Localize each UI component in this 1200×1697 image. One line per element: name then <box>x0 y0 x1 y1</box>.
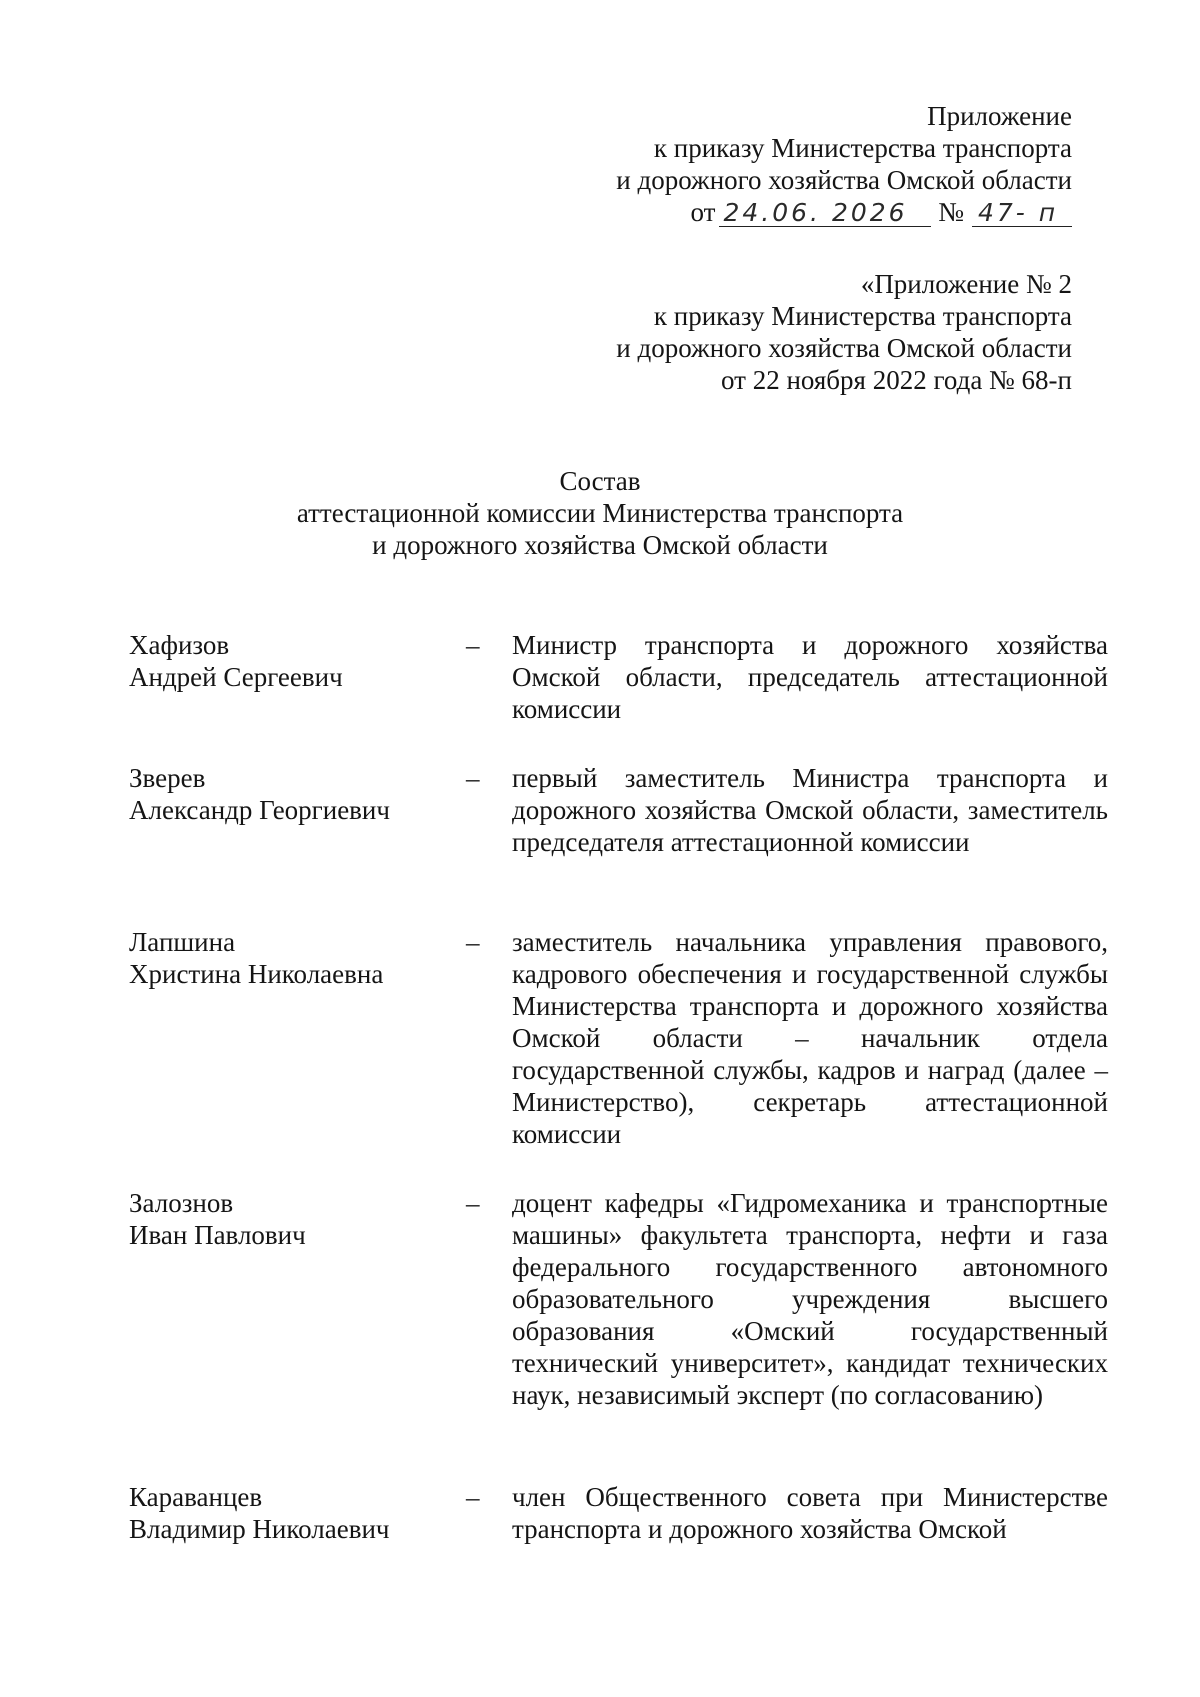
title-line-3: и дорожного хозяйства Омской области <box>372 530 828 560</box>
appendix-ministry-line: и дорожного хозяйства Омской области <box>616 165 1072 195</box>
member-name <box>129 1481 390 1545</box>
member-dash: – <box>466 763 480 793</box>
member-role: заместитель начальника управления правового, кадрового обеспечения и государственной службы Министерства транспорта и дорожного хозяйства Омской области – начальник отдела государственной службы, кадров и наград (далее – Министерство), секретарь аттестационной комиссии <box>512 927 1108 1149</box>
original-date-line: от 22 ноября 2022 года № 68-п <box>721 365 1072 395</box>
original-ministry-line: и дорожного хозяйства Омской области <box>616 333 1072 363</box>
member-name <box>129 762 390 826</box>
member-name <box>129 1187 306 1251</box>
member-surname: Караванцев <box>129 1482 263 1512</box>
member-given-names: Александр Георгиевич <box>129 795 390 825</box>
member-role: первый заместитель Министра транспорта и дорожного хозяйства Омской области, заместитель председателя аттестационной комиссии <box>512 763 1108 857</box>
member-surname: Залознов <box>129 1188 234 1218</box>
handwritten-date: 24.06. 2026 <box>723 198 908 227</box>
member-given-names: Иван Павлович <box>129 1220 306 1250</box>
member-dash: – <box>466 630 480 660</box>
date-prefix: от <box>690 197 716 227</box>
member-role: член Общественного совета при Министерстве транспорта и дорожного хозяйства Омской <box>512 1482 1108 1544</box>
document-title <box>0 465 1200 561</box>
appendix-header <box>616 100 1072 228</box>
member-surname: Зверев <box>129 763 206 793</box>
member-dash: – <box>466 1482 480 1512</box>
member-given-names: Владимир Николаевич <box>129 1514 390 1544</box>
appendix-date-number-line <box>616 196 1072 228</box>
member-dash: – <box>466 1188 480 1218</box>
number-prefix: № <box>938 197 964 227</box>
handwritten-number: 47- п <box>978 198 1059 227</box>
member-surname: Хафизов <box>129 630 230 660</box>
appendix-order-line: к приказу Министерства транспорта <box>653 133 1072 163</box>
member-given-names: Андрей Сергеевич <box>129 662 343 692</box>
member-name <box>129 629 343 693</box>
member-name <box>129 926 383 990</box>
member-dash: – <box>466 927 480 957</box>
member-role: Министр транспорта и дорожного хозяйства Омской области, председатель аттестационной комиссии <box>512 630 1108 724</box>
date-field <box>719 199 931 227</box>
title-line-1: Состав <box>559 466 641 496</box>
appendix-title: Приложение <box>927 101 1072 131</box>
original-appendix-header <box>616 268 1072 396</box>
title-line-2: аттестационной комиссии Министерства транспорта <box>296 498 904 528</box>
member-role: доцент кафедры «Гидромеханика и транспортные машины» факультета транспорта, нефти и газа федерального государственного автономного образовательного учреждения высшего образования «Омский государственный технический университет», кандидат технических наук, независимый эксперт (по согласованию) <box>512 1188 1108 1410</box>
original-order-line: к приказу Министерства транспорта <box>653 301 1072 331</box>
member-given-names: Христина Николаевна <box>129 959 384 989</box>
member-surname: Лапшина <box>129 927 236 957</box>
number-field <box>972 199 1072 227</box>
original-appendix-title: «Приложение № 2 <box>860 269 1072 299</box>
